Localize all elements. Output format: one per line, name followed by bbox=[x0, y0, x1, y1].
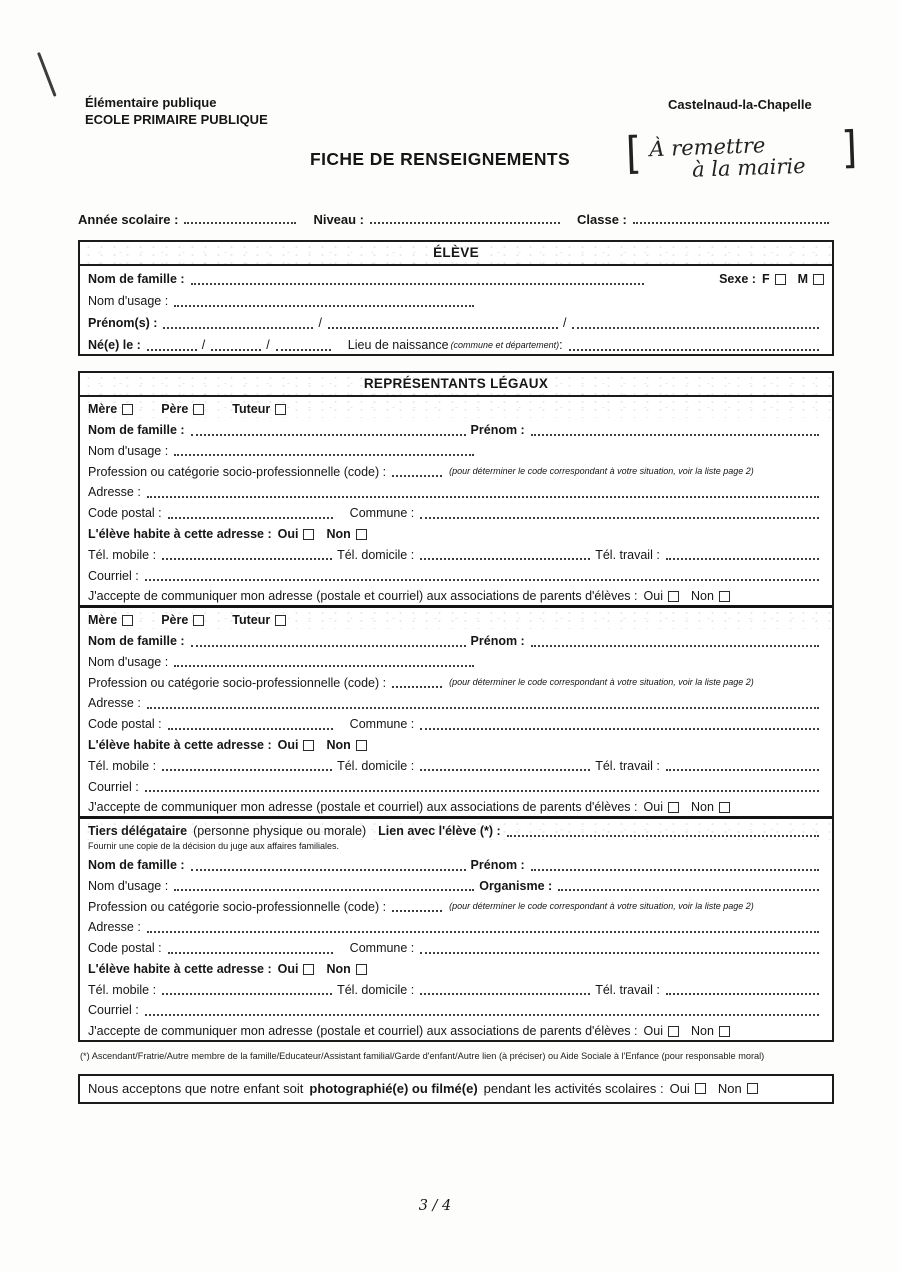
rep2-field-nom-famille[interactable] bbox=[191, 645, 466, 647]
field-naissance-jour[interactable] bbox=[147, 349, 197, 351]
label-nom-famille: Nom de famille : bbox=[88, 633, 185, 648]
rep1-checkbox-mere[interactable] bbox=[122, 404, 133, 415]
label-nom-usage: Nom d'usage : bbox=[88, 443, 169, 458]
label-prenom: Prénom : bbox=[470, 633, 525, 648]
label-nom-famille: Nom de famille : bbox=[88, 422, 185, 437]
tiers-checkbox-habite-oui[interactable] bbox=[303, 964, 314, 975]
tiers-usage-row bbox=[80, 874, 832, 895]
tiers-field-commune[interactable] bbox=[420, 952, 819, 954]
tiers-checkbox-habite-non[interactable] bbox=[356, 964, 367, 975]
label-tel-travail: Tél. travail : bbox=[595, 758, 660, 773]
label-habite: L'élève habite à cette adresse : bbox=[88, 737, 272, 752]
rep2-field-commune[interactable] bbox=[420, 728, 819, 730]
rep2-usage-row bbox=[80, 650, 832, 671]
field-annee-scolaire[interactable] bbox=[184, 222, 296, 224]
tiers-field-adresse[interactable] bbox=[147, 931, 819, 933]
label-habite: L'élève habite à cette adresse : bbox=[88, 961, 272, 976]
rep1-field-profession-code[interactable] bbox=[392, 475, 442, 477]
tiers-field-nom-famille[interactable] bbox=[191, 869, 466, 871]
label-profession-hint: (pour déterminer le code correspondant à votre situation, voir la liste page 2) bbox=[449, 900, 754, 911]
label-nom-famille: Nom de famille : bbox=[88, 857, 185, 872]
rep2-checkbox-pere[interactable] bbox=[193, 615, 204, 626]
photo-text-before: Nous acceptons que notre enfant soit bbox=[88, 1081, 304, 1097]
tiers-field-code-postal[interactable] bbox=[168, 952, 333, 954]
label-nom-usage: Nom d'usage : bbox=[88, 878, 169, 893]
eleve-naissance-row bbox=[80, 332, 832, 354]
rep1-adresse-row bbox=[80, 480, 832, 501]
field-eleve-nom-famille[interactable] bbox=[191, 283, 645, 285]
rep2-checkbox-tuteur[interactable] bbox=[275, 615, 286, 626]
label-lieu-naissance: Lieu de naissance bbox=[347, 338, 449, 353]
rep1-field-nom-usage[interactable] bbox=[174, 454, 474, 456]
rep2-field-code-postal[interactable] bbox=[168, 728, 333, 730]
label-tuteur: Tuteur bbox=[232, 613, 271, 628]
rep2-field-prenom[interactable] bbox=[531, 645, 819, 647]
rep1-field-commune[interactable] bbox=[420, 517, 819, 519]
label-pere: Père bbox=[161, 613, 189, 628]
label-profession: Profession ou catégorie socio-professionnelle (code) : bbox=[88, 675, 387, 690]
photo-checkbox-oui[interactable] bbox=[695, 1083, 706, 1094]
eleve-nom-famille-row bbox=[80, 266, 832, 288]
field-lieu-naissance[interactable] bbox=[569, 349, 819, 351]
rep1-field-adresse[interactable] bbox=[147, 496, 819, 498]
label-tel-domicile: Tél. domicile : bbox=[337, 982, 415, 997]
slash: / bbox=[266, 338, 270, 353]
rep2-role-row bbox=[80, 608, 832, 629]
rep1-courriel-row bbox=[80, 563, 832, 584]
section-representants-title: REPRÉSENTANTS LÉGAUX bbox=[80, 373, 832, 397]
rep2-field-tel-domicile[interactable] bbox=[420, 769, 590, 771]
label-tel-domicile: Tél. domicile : bbox=[337, 758, 415, 773]
photo-text-bold: photographié(e) ou filmé(e) bbox=[309, 1081, 478, 1097]
bracket-open: [ bbox=[625, 128, 643, 180]
tiers-field-courriel[interactable] bbox=[145, 1014, 819, 1016]
label-non: Non bbox=[690, 589, 714, 604]
rep2-accepte-row bbox=[80, 795, 832, 816]
label-tel-mobile: Tél. mobile : bbox=[88, 758, 157, 773]
tiers-field-tel-mobile[interactable] bbox=[162, 993, 332, 995]
label-tiers-title: Tiers délégataire bbox=[88, 824, 188, 839]
rep2-field-adresse[interactable] bbox=[147, 707, 819, 709]
bracket-close: ] bbox=[840, 122, 858, 174]
label-accepte: J'accepte de communiquer mon adresse (postale et courriel) aux associations de parents d'élèves : bbox=[88, 800, 638, 815]
rep2-field-profession-code[interactable] bbox=[392, 686, 442, 688]
label-nom-famille: Nom de famille : bbox=[88, 272, 185, 287]
label-oui: Oui bbox=[277, 526, 299, 541]
rep1-role-row bbox=[80, 397, 832, 418]
rep2-checkbox-habite-oui[interactable] bbox=[303, 740, 314, 751]
label-oui: Oui bbox=[669, 1081, 690, 1097]
slash: / bbox=[562, 316, 567, 331]
label-profession: Profession ou catégorie socio-professionnelle (code) : bbox=[88, 899, 387, 914]
label-non: Non bbox=[690, 800, 714, 815]
rep2-tel-row bbox=[80, 754, 832, 775]
rep1-checkbox-accepte-oui[interactable] bbox=[668, 591, 679, 602]
label-code-postal: Code postal : bbox=[88, 941, 162, 956]
label-oui: Oui bbox=[277, 737, 299, 752]
label-code-postal: Code postal : bbox=[88, 506, 162, 521]
tiers-field-organisme[interactable] bbox=[558, 889, 819, 891]
rep1-field-nom-famille[interactable] bbox=[191, 434, 466, 436]
rep1-checkbox-habite-non[interactable] bbox=[356, 529, 367, 540]
rep1-accepte-row bbox=[80, 584, 832, 605]
label-code-postal: Code postal : bbox=[88, 717, 162, 732]
field-prenom-3[interactable] bbox=[572, 327, 819, 329]
label-tel-mobile: Tél. mobile : bbox=[88, 982, 157, 997]
checkbox-sexe-m[interactable] bbox=[813, 274, 824, 285]
label-sexe-f: F bbox=[761, 272, 770, 287]
label-sexe-m: M bbox=[797, 272, 808, 287]
tiers-accepte-row bbox=[80, 1019, 832, 1040]
label-pere: Père bbox=[161, 402, 189, 417]
label-prenom: Prénom : bbox=[470, 857, 525, 872]
label-non: Non bbox=[326, 526, 351, 541]
label-classe: Classe : bbox=[577, 212, 627, 227]
tiers-courriel-row bbox=[80, 998, 832, 1019]
label-annee-scolaire: Année scolaire : bbox=[78, 212, 179, 227]
section-eleve-title: ÉLÈVE bbox=[80, 242, 832, 266]
tiers-field-prenom[interactable] bbox=[531, 869, 819, 871]
label-adresse: Adresse : bbox=[88, 485, 141, 500]
rep2-field-courriel[interactable] bbox=[145, 790, 819, 792]
tiers-tel-row bbox=[80, 978, 832, 999]
label-ne-le: Né(e) le : bbox=[88, 338, 141, 353]
tiers-habite-row bbox=[80, 957, 832, 978]
tiers-field-tel-domicile[interactable] bbox=[420, 993, 590, 995]
rep1-habite-row bbox=[80, 522, 832, 543]
label-non: Non bbox=[326, 737, 351, 752]
school-name: ECOLE PRIMAIRE PUBLIQUE bbox=[85, 112, 268, 127]
rep1-checkbox-tuteur[interactable] bbox=[275, 404, 286, 415]
rep2-field-tel-travail[interactable] bbox=[666, 769, 819, 771]
rep1-field-code-postal[interactable] bbox=[168, 517, 333, 519]
pen-mark bbox=[37, 52, 56, 97]
rep2-checkbox-mere[interactable] bbox=[122, 615, 133, 626]
rep1-checkbox-habite-oui[interactable] bbox=[303, 529, 314, 540]
rep1-field-tel-travail[interactable] bbox=[666, 558, 819, 560]
label-profession-hint: (pour déterminer le code correspondant à votre situation, voir la liste page 2) bbox=[449, 465, 754, 476]
representant-2-block bbox=[80, 605, 832, 816]
label-tel-mobile: Tél. mobile : bbox=[88, 547, 157, 562]
tiers-title-row bbox=[80, 819, 832, 840]
label-courriel: Courriel : bbox=[88, 1003, 139, 1018]
rep2-habite-row bbox=[80, 733, 832, 754]
rep2-checkbox-accepte-oui[interactable] bbox=[668, 802, 679, 813]
tiers-checkbox-accepte-oui[interactable] bbox=[668, 1026, 679, 1037]
label-commune: Commune : bbox=[349, 506, 415, 521]
label-tiers-lien: Lien avec l'élève (*) : bbox=[378, 824, 501, 839]
label-mere: Mère bbox=[88, 402, 118, 417]
field-prenom-1[interactable] bbox=[163, 327, 313, 329]
label-tuteur: Tuteur bbox=[232, 402, 271, 417]
rep2-adresse-row bbox=[80, 691, 832, 712]
photo-consent-box bbox=[78, 1074, 834, 1104]
field-classe[interactable] bbox=[633, 222, 829, 224]
slash: / bbox=[318, 316, 322, 331]
representant-1-block bbox=[80, 397, 832, 605]
rep2-profession-row bbox=[80, 670, 832, 691]
label-nom-usage: Nom d'usage : bbox=[88, 654, 169, 669]
rep2-field-nom-usage[interactable] bbox=[174, 665, 474, 667]
photo-consent-row bbox=[80, 1076, 832, 1102]
tiers-field-lien[interactable] bbox=[507, 835, 819, 837]
label-courriel: Courriel : bbox=[88, 568, 139, 583]
field-niveau[interactable] bbox=[370, 222, 560, 224]
school-type: Élémentaire publique bbox=[85, 95, 217, 110]
eleve-prenoms-row bbox=[80, 310, 832, 332]
rep1-profession-row bbox=[80, 459, 832, 480]
rep2-courriel-row bbox=[80, 774, 832, 795]
tiers-profession-row bbox=[80, 894, 832, 915]
tiers-note: Fournir une copie de la décision du juge aux affaires familiales. bbox=[88, 840, 339, 851]
tiers-nom-row bbox=[80, 853, 832, 874]
label-non: Non bbox=[690, 1024, 714, 1039]
colon: : bbox=[559, 338, 563, 353]
label-accepte: J'accepte de communiquer mon adresse (postale et courriel) aux associations de parents d'élèves : bbox=[88, 589, 638, 604]
handwritten-note-text: À remettre à la mairie bbox=[648, 133, 806, 182]
label-oui: Oui bbox=[643, 800, 663, 815]
tiers-checkbox-accepte-non[interactable] bbox=[719, 1026, 730, 1037]
rep2-checkbox-habite-non[interactable] bbox=[356, 740, 367, 751]
label-adresse: Adresse : bbox=[88, 696, 141, 711]
rep1-field-tel-mobile[interactable] bbox=[162, 558, 332, 560]
page-title: FICHE DE RENSEIGNEMENTS bbox=[310, 149, 571, 169]
label-habite: L'élève habite à cette adresse : bbox=[88, 526, 272, 541]
commune-name: Castelnaud-la-Chapelle bbox=[668, 97, 812, 112]
tiers-cp-row bbox=[80, 936, 832, 957]
rep2-cp-row bbox=[80, 712, 832, 733]
handwritten-note bbox=[625, 124, 858, 184]
rep1-tel-row bbox=[80, 543, 832, 564]
footnote-asterisk: (*) Ascendant/Fratrie/Autre membre de la famille/Educateur/Assistant familial/Garde d'enfant/Autre lien (à préciser) ou Aide Sociale à l'Enfance (pour responsable moral) bbox=[80, 1050, 765, 1061]
label-mere: Mère bbox=[88, 613, 118, 628]
page-number: 3 / 4 bbox=[418, 1198, 452, 1214]
label-oui: Oui bbox=[643, 1024, 663, 1039]
rep1-field-tel-domicile[interactable] bbox=[420, 558, 590, 560]
label-profession-hint: (pour déterminer le code correspondant à votre situation, voir la liste page 2) bbox=[449, 676, 754, 687]
field-prenom-2[interactable] bbox=[328, 327, 558, 329]
field-eleve-nom-usage[interactable] bbox=[174, 305, 474, 307]
label-nom-usage: Nom d'usage : bbox=[88, 294, 169, 309]
rep1-field-prenom[interactable] bbox=[531, 434, 819, 436]
school-year-row bbox=[78, 212, 834, 227]
label-courriel: Courriel : bbox=[88, 779, 139, 794]
label-sexe: Sexe : bbox=[719, 272, 756, 287]
label-non: Non bbox=[717, 1081, 742, 1097]
label-oui: Oui bbox=[643, 589, 663, 604]
label-tel-travail: Tél. travail : bbox=[595, 547, 660, 562]
label-prenom: Prénom : bbox=[470, 422, 525, 437]
photo-text-after: pendant les activités scolaires : bbox=[483, 1081, 664, 1097]
field-naissance-mois[interactable] bbox=[211, 349, 261, 351]
label-commune: Commune : bbox=[349, 941, 415, 956]
tiers-delegataire-block bbox=[80, 816, 832, 1040]
eleve-nom-usage-row bbox=[80, 288, 832, 310]
rep1-checkbox-pere[interactable] bbox=[193, 404, 204, 415]
label-adresse: Adresse : bbox=[88, 920, 141, 935]
checkbox-sexe-f[interactable] bbox=[775, 274, 786, 285]
label-prenoms: Prénom(s) : bbox=[88, 316, 158, 331]
label-tel-domicile: Tél. domicile : bbox=[337, 547, 415, 562]
tiers-field-profession-code[interactable] bbox=[392, 910, 442, 912]
tiers-field-tel-travail[interactable] bbox=[666, 993, 819, 995]
label-niveau: Niveau : bbox=[313, 212, 365, 227]
rep2-checkbox-accepte-non[interactable] bbox=[719, 802, 730, 813]
section-representants bbox=[78, 371, 834, 1042]
rep2-nom-row bbox=[80, 629, 832, 650]
rep2-field-tel-mobile[interactable] bbox=[162, 769, 332, 771]
label-lieu-naissance-hint: (commune et département) bbox=[450, 339, 560, 350]
slash: / bbox=[201, 338, 206, 353]
rep1-cp-row bbox=[80, 501, 832, 522]
rep1-field-courriel[interactable] bbox=[145, 579, 819, 581]
tiers-field-nom-usage[interactable] bbox=[174, 889, 474, 891]
label-tiers-paren: (personne physique ou morale) bbox=[193, 824, 367, 839]
label-accepte: J'accepte de communiquer mon adresse (postale et courriel) aux associations de parents d'élèves : bbox=[88, 1024, 638, 1039]
label-profession: Profession ou catégorie socio-professionnelle (code) : bbox=[88, 464, 387, 479]
rep1-usage-row bbox=[80, 439, 832, 460]
section-eleve bbox=[78, 240, 834, 356]
label-organisme: Organisme : bbox=[479, 878, 553, 893]
rep1-nom-row bbox=[80, 418, 832, 439]
rep1-checkbox-accepte-non[interactable] bbox=[719, 591, 730, 602]
field-naissance-annee[interactable] bbox=[276, 349, 331, 351]
tiers-adresse-row bbox=[80, 915, 832, 936]
label-tel-travail: Tél. travail : bbox=[595, 982, 660, 997]
label-commune: Commune : bbox=[349, 717, 415, 732]
school-header bbox=[85, 94, 268, 128]
photo-checkbox-non[interactable] bbox=[747, 1083, 758, 1094]
label-non: Non bbox=[326, 961, 351, 976]
label-oui: Oui bbox=[277, 961, 299, 976]
